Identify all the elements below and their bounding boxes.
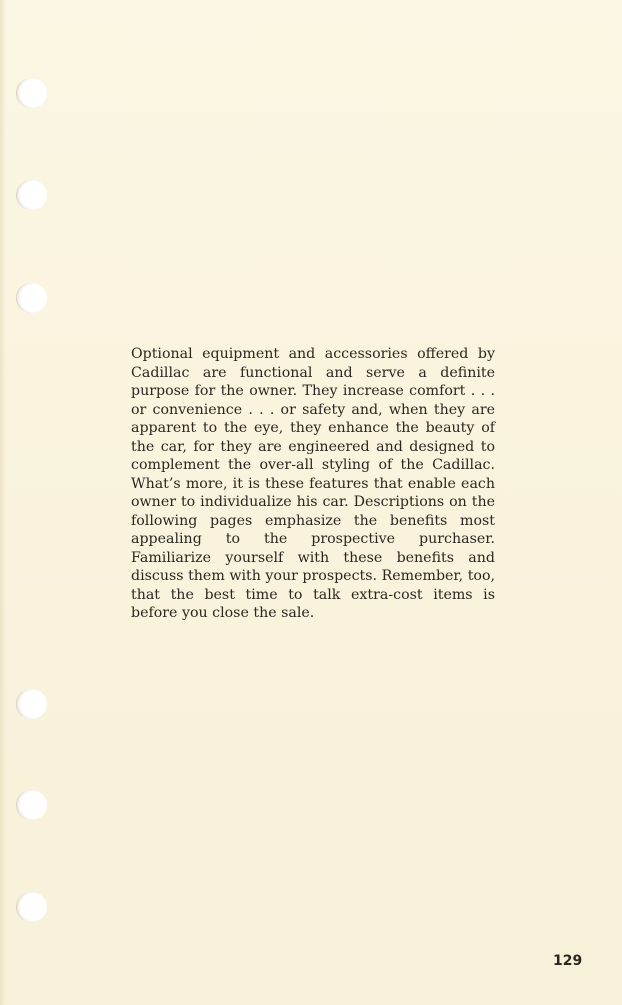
binder-hole-2 <box>16 180 47 210</box>
binder-hole-1 <box>16 78 47 108</box>
binder-hole-5 <box>16 790 47 820</box>
binder-hole-6 <box>16 892 47 922</box>
binder-hole-4 <box>16 689 47 719</box>
binder-hole-3 <box>16 283 47 313</box>
body-paragraph: Optional equipment and accessories offered by Cadillac are functional and serve a definite purpose for the owner. They increase comfort . . . or convenience . . . or safety and, when they are apparent to the eye, they enhance the beauty of the car, for they are engineered and designed to complement the over-all styling of the Cadillac. What’s more, it is these features that enable each owner to individualize his car. Descriptions on the following pages emphasize the benefits most appealing to the prospective purchaser. Familiarize yourself with these benefits and discuss them with your prospects. Remember, too, that the best time to talk extra-cost items is before you close the sale. <box>131 346 495 621</box>
page-edge-shading <box>0 0 6 1005</box>
page-number: 129 <box>553 953 583 969</box>
